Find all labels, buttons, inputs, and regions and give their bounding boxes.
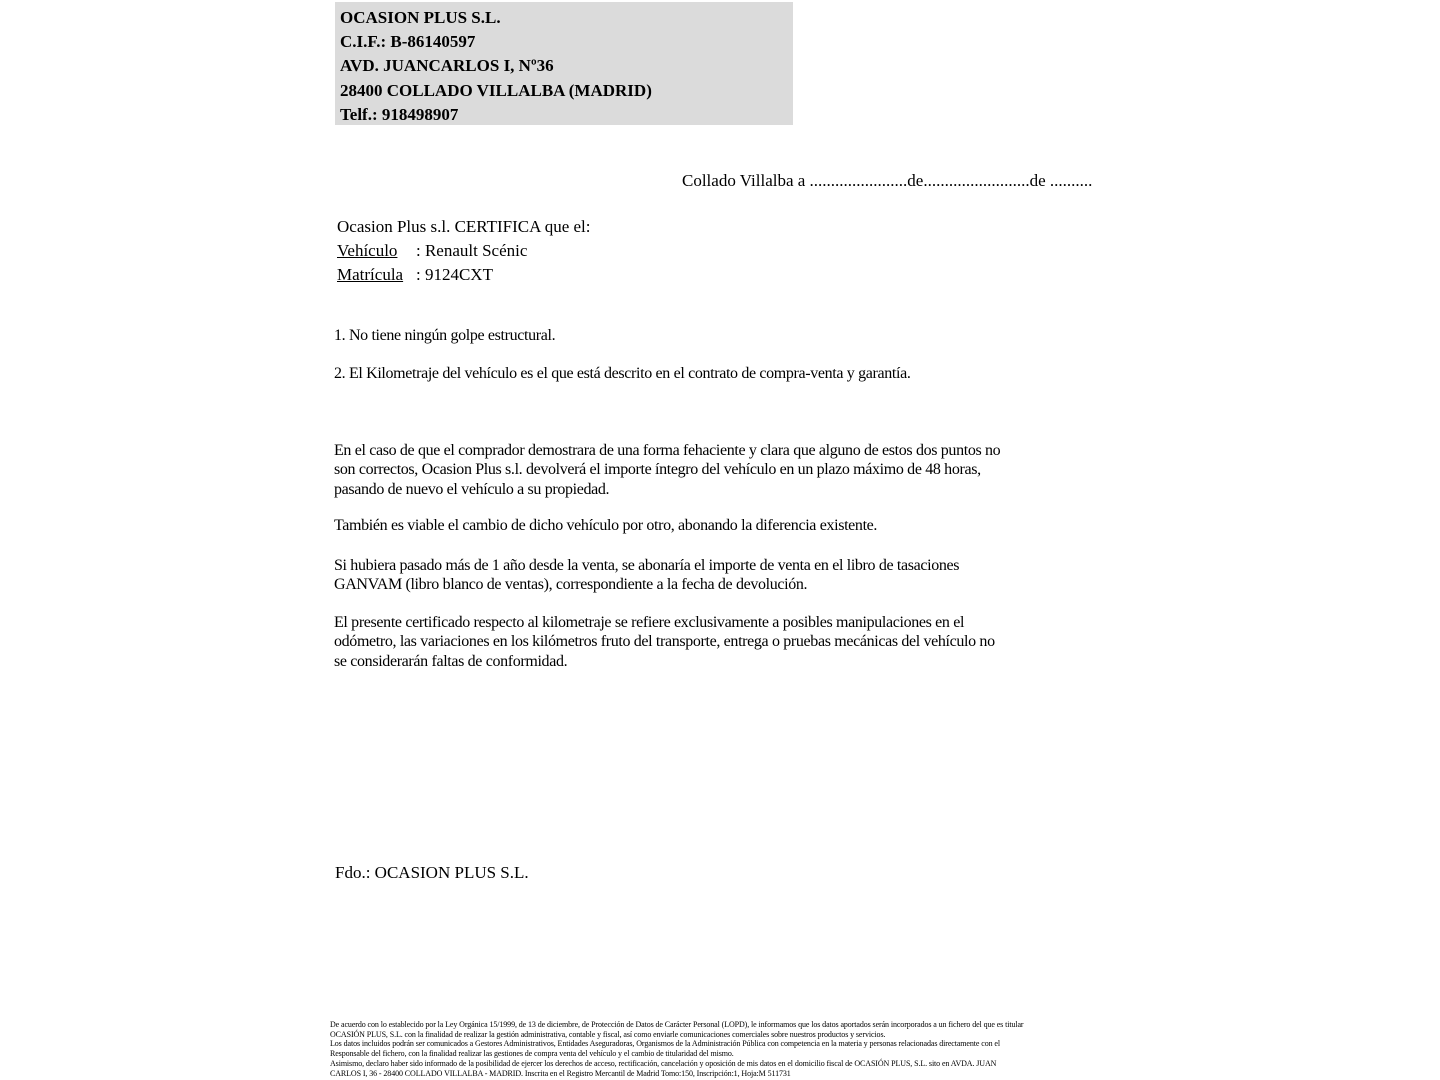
paragraph-line: odómetro, las variaciones en los kilómetros fruto del transporte, entrega o pruebas mecánicas del vehículo no — [334, 633, 995, 651]
paragraph-odometer-disclaimer — [334, 613, 995, 671]
company-name: OCASION PLUS S.L. — [340, 8, 501, 27]
paragraph-exchange-option — [334, 516, 877, 535]
phone-line: Telf.: 918498907 — [340, 104, 459, 124]
paragraph-line: En el caso de que el comprador demostrara de una forma fehaciente y clara que alguno de estos dos puntos no — [334, 442, 1001, 459]
vehicle-row — [337, 241, 527, 261]
legal-line: Responsable del fichero, con la finalidad realizar las gestiones de compra venta del vehículo y el cambio de titularidad del mismo. — [330, 1049, 734, 1059]
paragraph-line: son correctos, Ocasion Plus s.l. devolverá el importe íntegro del vehículo en un plazo máximo de 48 horas, — [334, 461, 981, 479]
paragraph-ganvam — [334, 556, 959, 595]
paragraph-line: También es viable el cambio de dicho vehículo por otro, abonando la diferencia existente. — [334, 517, 878, 534]
plate-label: Matrícula — [337, 265, 404, 284]
vehicle-value: : Renault Scénic — [416, 241, 528, 260]
paragraph-line: pasando de nuevo el vehículo a su propiedad. — [334, 480, 610, 498]
vehicle-label: Vehículo — [337, 241, 398, 260]
legal-line: Asimismo, declaro haber sido informado de la posibilidad de ejercer los derechos de acceso, rectificación, cancelación y oposición de mis datos en el domicilio fiscal de OCASIÓN PLUS, S.L. sito en AVDA. JUAN — [330, 1058, 997, 1068]
numbered-item-2: 2. El Kilometraje del vehículo es el que está descrito en el contrato de compra-venta y garantía. — [334, 365, 911, 382]
legal-line: CARLOS I, 36 - 28400 COLLADO VILLALBA - MADRID. Inscrita en el Registro Mercantil de Madrid Tomo:150, Inscripción:1, Hoja:M 511731 — [330, 1068, 791, 1078]
cif-line: C.I.F.: B-86140597 — [340, 32, 476, 52]
letterhead — [335, 2, 793, 125]
legal-line: OCASIÓN PLUS, S.L. con la finalidad de realizar la gestión administrativa, contable y fiscal, así como enviarle comunicaciones comerciales sobre nuestros productos y servicios. — [330, 1029, 886, 1039]
legal-line: Los datos incluidos podrán ser comunicados a Gestores Administrativos, Entidades Aseguradoras, Organismos de la Administración Pública con competencia en la materia y personas relacionadas directamente con el — [330, 1039, 1000, 1049]
plate-value: : 9124CXT — [416, 265, 493, 284]
legal-footer — [330, 1020, 1024, 1078]
legal-line: De acuerdo con lo establecido por la Ley Orgánica 15/1999, de 13 de diciembre, de Protección de Datos de Carácter Personal (LOPD), le informamos que los datos aportados serán incorporados a un fichero del que es titular — [330, 1020, 1024, 1029]
date-line: Collado Villalba a .......................de.........................de .......... — [682, 171, 1093, 190]
address-line: AVD. JUANCARLOS I, Nº36 — [340, 56, 554, 76]
paragraph-line: Si hubiera pasado más de 1 año desde la venta, se abonaría el importe de venta en el libro de tasaciones — [334, 557, 960, 574]
plate-row — [337, 265, 493, 285]
numbered-item-1: 1. No tiene ningún golpe estructural. — [334, 327, 556, 344]
paragraph-line: El presente certificado respecto al kilometraje se refiere exclusivamente a posibles manipulaciones en el — [334, 614, 965, 631]
certification-intro: Ocasion Plus s.l. CERTIFICA que el: — [337, 217, 591, 236]
paragraph-refund-policy — [334, 441, 1000, 499]
paragraph-line: se considerarán faltas de conformidad. — [334, 652, 568, 670]
paragraph-line: GANVAM (libro blanco de ventas), correspondiente a la fecha de devolución. — [334, 576, 808, 594]
signature-line: Fdo.: OCASION PLUS S.L. — [335, 863, 529, 882]
city-line: 28400 COLLADO VILLALBA (MADRID) — [340, 80, 652, 100]
